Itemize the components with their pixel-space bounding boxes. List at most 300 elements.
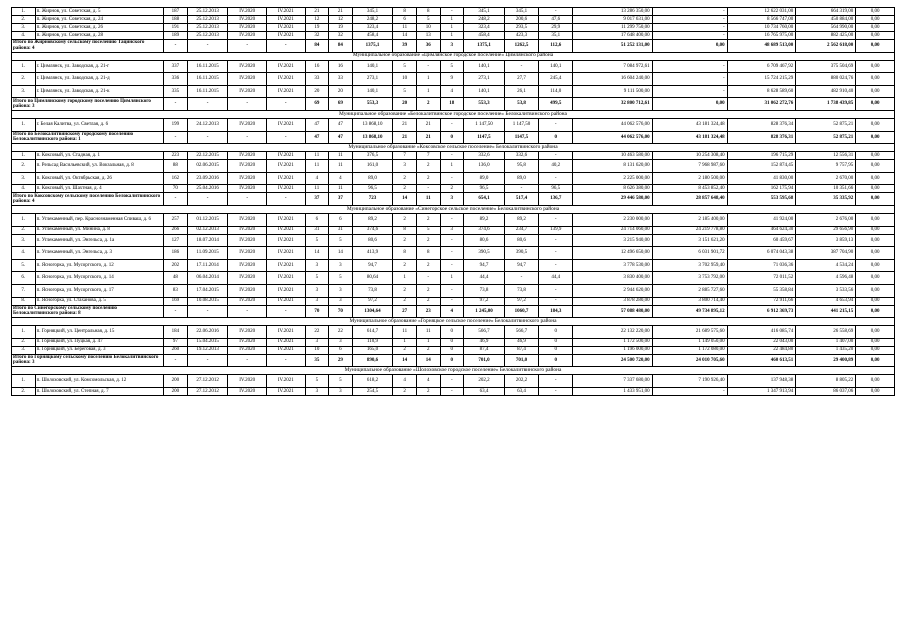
table-cell: IV.2021: [266, 16, 305, 24]
table-cell: 48 689 513,00: [727, 40, 796, 53]
table-cell: 0,00: [652, 40, 727, 53]
table-cell: 723: [352, 193, 393, 206]
table-cell: 3.: [12, 234, 36, 247]
table-cell: 17.11.2014: [187, 259, 228, 272]
table-cell: 890,6: [352, 354, 393, 367]
table-cell: IV.2021: [266, 160, 305, 173]
section-title: Муниципальное образование «Синегорское сельское поселение» Белокалитвинского района: [12, 205, 895, 213]
table-cell: 55 358,84: [727, 284, 796, 297]
table-cell: 882 425,00: [796, 32, 856, 40]
table-cell: 110,9: [352, 338, 393, 346]
table-cell: 223: [164, 152, 188, 160]
table-cell: 260: [164, 346, 188, 354]
table-cell: 0,00: [652, 98, 727, 111]
table-cell: IV.2020: [228, 247, 267, 260]
table-cell: 2.: [12, 16, 36, 24]
table-cell: 95,8: [504, 160, 538, 173]
table-cell: 387 704,90: [796, 247, 856, 260]
table-cell: 8: [393, 247, 417, 260]
table-cell: 8: [416, 8, 440, 16]
table-body: [12, 8, 895, 396]
subtotal-label: Итого по Синегорскому сельскому поселению Белокалитвинского района: 8: [12, 305, 164, 318]
table-cell: 84: [329, 40, 353, 53]
table-cell: 25.12.2013: [187, 32, 228, 40]
table-cell: -: [440, 8, 464, 16]
table-cell: 416 085,74: [727, 326, 796, 339]
table-cell: 31: [305, 226, 329, 234]
table-row: [12, 118, 895, 131]
table-cell: 614,7: [352, 326, 393, 339]
table-cell: 0,00: [856, 60, 895, 73]
table-cell: 87,4: [464, 346, 505, 354]
table-cell: 1: [440, 32, 464, 40]
table-cell: 4 596,48: [796, 272, 856, 285]
address-cell: п. Рельсад Васильевский, ул. Вокзальная, д. 8: [35, 160, 164, 173]
table-cell: -: [539, 284, 573, 297]
table-cell: 12 496 650,00: [573, 247, 652, 260]
table-cell: 10 351,66: [796, 185, 856, 193]
table-cell: 1: [416, 85, 440, 98]
table-cell: 3 151 621,20: [652, 234, 727, 247]
table-cell: 0,00: [856, 213, 895, 226]
table-cell: 345,1: [464, 8, 505, 16]
table-cell: 337: [164, 60, 188, 73]
table-cell: 169: [164, 297, 188, 305]
table-cell: 16.11.2015: [187, 73, 228, 86]
table-cell: 41 830,00: [727, 172, 796, 185]
table-cell: IV.2020: [228, 297, 267, 305]
table-cell: 51 252 131,00: [573, 40, 652, 53]
table-cell: 2.: [12, 226, 36, 234]
table-cell: 1: [440, 160, 464, 173]
table-cell: IV.2021: [266, 60, 305, 73]
table-cell: 4: [416, 375, 440, 388]
table-cell: 21: [393, 131, 417, 144]
table-cell: -: [266, 131, 305, 144]
table-cell: 22: [329, 326, 353, 339]
table-cell: 12: [329, 16, 353, 24]
table-cell: 7: [416, 152, 440, 160]
table-cell: 458,4: [464, 32, 505, 40]
table-cell: 20: [393, 98, 417, 111]
table-cell: 47: [329, 131, 353, 144]
table-cell: 553 595,68: [727, 193, 796, 206]
table-cell: 2: [416, 284, 440, 297]
table-cell: 29 446 580,00: [573, 193, 652, 206]
table-cell: 80,64: [352, 272, 393, 285]
table-cell: 1.: [12, 326, 36, 339]
table-cell: 2.: [12, 338, 36, 346]
table-cell: 89,2: [464, 213, 505, 226]
table-cell: 19: [329, 24, 353, 32]
table-cell: 8.: [12, 297, 36, 305]
table-cell: 22 043,00: [727, 338, 796, 346]
table-cell: 9 757,95: [796, 160, 856, 173]
table-cell: IV.2020: [228, 60, 267, 73]
table-cell: 1: [416, 73, 440, 86]
table-cell: 16.11.2015: [187, 60, 228, 73]
table-cell: 96,5: [539, 185, 573, 193]
table-cell: 6: [393, 16, 417, 24]
table-cell: IV.2020: [228, 387, 267, 395]
table-cell: 72 911,66: [727, 297, 796, 305]
table-cell: 3 800 714,40: [652, 297, 727, 305]
table-cell: IV.2020: [228, 152, 267, 160]
table-cell: 3: [440, 193, 464, 206]
table-cell: 0,00: [856, 16, 895, 24]
table-cell: 4: [329, 172, 353, 185]
table-cell: 96,5: [352, 185, 393, 193]
table-cell: 97,2: [504, 297, 538, 305]
table-cell: 97: [164, 338, 188, 346]
table-cell: 14: [329, 247, 353, 260]
table-cell: 2.: [12, 387, 36, 395]
table-cell: IV.2020: [228, 338, 267, 346]
table-cell: IV.2021: [266, 32, 305, 40]
table-cell: 0,00: [856, 326, 895, 339]
table-cell: 8 628 589,60: [727, 85, 796, 98]
table-cell: 21: [329, 8, 353, 16]
table-cell: 9 111 500,00: [573, 85, 652, 98]
table-cell: 32 800 712,61: [573, 98, 652, 111]
table-cell: 7 337 680,00: [573, 375, 652, 388]
table-cell: 374,6: [464, 226, 505, 234]
table-cell: 618,2: [352, 375, 393, 388]
table-cell: 199: [164, 118, 188, 131]
table-cell: 23.09.2016: [187, 172, 228, 185]
table-cell: 89,0: [464, 172, 505, 185]
table-cell: 0: [440, 346, 464, 354]
table-cell: 2 944 620,00: [573, 284, 652, 297]
table-cell: 21: [416, 131, 440, 144]
table-cell: IV.2020: [228, 73, 267, 86]
address-cell: п. Ясногорка, ул. Мусоргского, д. 12: [35, 259, 164, 272]
table-cell: 24 500 720,00: [573, 354, 652, 367]
table-cell: 31 062 272,76: [727, 98, 796, 111]
table-cell: -: [228, 305, 267, 318]
table-cell: 41 924,00: [727, 213, 796, 226]
table-cell: 70: [305, 305, 329, 318]
section-title: Муниципальное образование «Горняцкое сельское поселение» Белокалитвинского района: [12, 318, 895, 326]
table-cell: 0,00: [856, 297, 895, 305]
table-cell: 3.: [12, 85, 36, 98]
table-cell: -: [539, 118, 573, 131]
table-cell: 24 714 060,00: [573, 226, 652, 234]
table-cell: 1.: [12, 8, 36, 16]
table-cell: 6.: [12, 272, 36, 285]
table-cell: 2.: [12, 73, 36, 86]
address-cell: п. Жирнов, ул. Советская, д. 26: [35, 24, 164, 32]
table-cell: 2 562 618,00: [796, 40, 856, 53]
table-cell: 8 453 852,40: [652, 185, 727, 193]
table-cell: 10: [393, 73, 417, 86]
table-cell: 87,4: [504, 346, 538, 354]
table-cell: 33: [305, 73, 329, 86]
table-cell: 0,00: [856, 305, 895, 318]
table-cell: 254,5: [352, 387, 393, 395]
table-cell: 1: [393, 272, 417, 285]
table-cell: 464 624,30: [727, 226, 796, 234]
table-cell: 4 653,94: [796, 297, 856, 305]
table-cell: 152 874,45: [727, 160, 796, 173]
subtotal-label: Итого по Коксовскому сельскому поселению Белокалитвинского района: 4: [12, 193, 164, 206]
table-cell: 140,1: [352, 85, 393, 98]
table-cell: 11: [305, 160, 329, 173]
table-cell: 4.: [12, 32, 36, 40]
table-cell: 460 613,51: [727, 354, 796, 367]
table-cell: 3: [305, 284, 329, 297]
table-cell: 11: [305, 152, 329, 160]
table-cell: -: [440, 152, 464, 160]
table-cell: 162: [164, 172, 188, 185]
table-row: [12, 284, 895, 297]
table-cell: 80,6: [504, 234, 538, 247]
table-cell: 25.04.2016: [187, 185, 228, 193]
table-cell: 458,4: [352, 32, 393, 40]
table-cell: 21: [305, 8, 329, 16]
table-cell: IV.2020: [228, 8, 267, 16]
table-cell: 184: [164, 326, 188, 339]
table-cell: 566,7: [464, 326, 505, 339]
address-cell: п. Ясногорка, ул. Стаханова, д. 5: [35, 297, 164, 305]
table-cell: 06.04.2014: [187, 272, 228, 285]
table-cell: 1375,1: [352, 40, 393, 53]
table-row: [12, 73, 895, 86]
table-cell: -: [266, 305, 305, 318]
table-cell: 1.: [12, 375, 36, 388]
table-cell: 3 830 400,00: [573, 272, 652, 285]
table-cell: 0,00: [856, 375, 895, 388]
table-cell: 390,5: [464, 247, 505, 260]
table-cell: -: [539, 387, 573, 395]
table-cell: IV.2020: [228, 172, 267, 185]
table-cell: 0,00: [856, 193, 895, 206]
table-cell: 0: [440, 354, 464, 367]
table-cell: IV.2020: [228, 226, 267, 234]
table-cell: 26 558,69: [796, 326, 856, 339]
table-cell: 44 062 576,00: [573, 118, 652, 131]
table-cell: IV.2021: [266, 8, 305, 16]
table-cell: 5: [393, 60, 417, 73]
section-header-row: [12, 52, 895, 60]
table-cell: IV.2021: [266, 118, 305, 131]
table-cell: 188: [164, 16, 188, 24]
table-cell: 27: [393, 305, 417, 318]
table-cell: IV.2020: [228, 118, 267, 131]
table-cell: -: [416, 272, 440, 285]
address-cell: п. Коксовый, ул. Шахтная, д. 4: [35, 185, 164, 193]
table-cell: 1304,64: [352, 305, 393, 318]
table-cell: 2: [416, 234, 440, 247]
table-cell: -: [539, 247, 573, 260]
address-cell: п. Ясногорка, ул. Мусоргского, д. 14: [35, 272, 164, 285]
subtotal-label: Итого по Цимлянскому городскому поселению Цимлянского района: 3: [12, 98, 164, 111]
subtotal-row: [12, 305, 895, 318]
table-cell: 14: [393, 32, 417, 40]
table-cell: 0,00: [856, 152, 895, 160]
table-cell: 4: [440, 305, 464, 318]
table-cell: 0,00: [856, 346, 895, 354]
table-cell: 566,7: [504, 326, 538, 339]
table-cell: 165,0: [352, 346, 393, 354]
table-cell: 17.04.2015: [187, 284, 228, 297]
address-cell: п. Шолоховский, ул. Комсомольская, д. 12: [35, 375, 164, 388]
table-cell: -: [266, 40, 305, 53]
table-cell: IV.2021: [266, 226, 305, 234]
table-cell: 0: [539, 131, 573, 144]
table-cell: 6 031 901,72: [652, 247, 727, 260]
table-cell: 5: [305, 272, 329, 285]
table-cell: 47: [305, 118, 329, 131]
table-cell: 3 702 959,40: [652, 259, 727, 272]
table-cell: 20: [305, 85, 329, 98]
table-cell: 10 254 308,40: [652, 152, 727, 160]
table-cell: 140,1: [539, 60, 573, 73]
table-cell: 14: [393, 193, 417, 206]
table-cell: 2 670,00: [796, 172, 856, 185]
table-cell: 441 215,15: [796, 305, 856, 318]
table-cell: 1.: [12, 118, 36, 131]
table-cell: 27.12.2012: [187, 387, 228, 395]
table-cell: 3: [305, 259, 329, 272]
table-cell: 6 912 369,73: [727, 305, 796, 318]
table-cell: 73,8: [352, 284, 393, 297]
table-cell: 2: [393, 387, 417, 395]
table-cell: 2 185 400,00: [652, 213, 727, 226]
table-cell: 11: [393, 326, 417, 339]
table-cell: IV.2021: [266, 73, 305, 86]
table-cell: 332,6: [464, 152, 505, 160]
section-header-row: [12, 367, 895, 375]
table-cell: 1: [440, 24, 464, 32]
table-cell: 31: [329, 226, 353, 234]
table-cell: 7 084 972,61: [573, 60, 652, 73]
table-row: [12, 152, 895, 160]
table-cell: 39: [393, 40, 417, 53]
table-cell: -: [539, 375, 573, 388]
table-cell: IV.2020: [228, 375, 267, 388]
table-cell: 52 875,21: [796, 118, 856, 131]
table-cell: 0,00: [856, 118, 895, 131]
table-cell: 3: [440, 40, 464, 53]
table-cell: 191: [164, 24, 188, 32]
table-cell: -: [504, 185, 538, 193]
table-cell: 1 147,50: [464, 118, 505, 131]
table-cell: 0: [440, 326, 464, 339]
table-cell: 97,2: [464, 297, 505, 305]
table-cell: -: [539, 213, 573, 226]
table-cell: 24.12.2013: [187, 118, 228, 131]
table-cell: -: [652, 16, 727, 24]
table-cell: 186: [164, 247, 188, 260]
table-cell: 0,00: [856, 259, 895, 272]
table-cell: 3 878 280,00: [573, 297, 652, 305]
table-cell: 0,00: [856, 131, 895, 144]
table-cell: 3 859,13: [796, 234, 856, 247]
table-cell: 69: [329, 98, 353, 111]
subtotal-label: Итого по Горняцкому сельскому поселению Белокалитвинского района: 3: [12, 354, 164, 367]
table-cell: 46,9: [464, 338, 505, 346]
table-cell: 97,2: [352, 297, 393, 305]
table-cell: 161,0: [352, 160, 393, 173]
table-cell: 53,8: [504, 98, 538, 111]
table-cell: 94,7: [504, 259, 538, 272]
table-cell: 248,2: [464, 16, 505, 24]
table-cell: 1.: [12, 213, 36, 226]
table-cell: 0,00: [856, 73, 895, 86]
table-cell: -: [164, 305, 188, 318]
table-cell: 29: [329, 354, 353, 367]
table-cell: -: [440, 375, 464, 388]
table-cell: 828 376,34: [727, 118, 796, 131]
table-cell: 1.: [12, 152, 36, 160]
table-cell: IV.2020: [228, 326, 267, 339]
table-cell: 137 948,38: [727, 375, 796, 388]
table-cell: 14: [416, 354, 440, 367]
table-cell: IV.2021: [266, 24, 305, 32]
table-cell: 139,9: [539, 226, 573, 234]
table-cell: 84: [305, 40, 329, 53]
table-cell: 21: [393, 118, 417, 131]
table-cell: 17 648 400,00: [573, 32, 652, 40]
table-cell: 701,0: [504, 354, 538, 367]
table-cell: 2: [393, 172, 417, 185]
table-cell: 3: [329, 259, 353, 272]
section-header-row: [12, 110, 895, 118]
table-cell: 71 036,36: [727, 259, 796, 272]
table-cell: 114,0: [539, 85, 573, 98]
table-row: [12, 326, 895, 339]
table-cell: -: [440, 247, 464, 260]
table-cell: 2: [393, 185, 417, 193]
table-cell: 390,5: [504, 247, 538, 260]
table-cell: 02.12.2013: [187, 226, 228, 234]
subtotal-row: [12, 40, 895, 53]
table-cell: 0,00: [856, 32, 895, 40]
table-cell: 1147,5: [504, 131, 538, 144]
table-cell: 4: [305, 172, 329, 185]
table-cell: 187: [164, 8, 188, 16]
table-cell: IV.2021: [266, 338, 305, 346]
table-cell: 3: [329, 297, 353, 305]
table-cell: 28 857 648,40: [652, 193, 727, 206]
table-cell: IV.2020: [228, 259, 267, 272]
table-cell: IV.2021: [266, 247, 305, 260]
table-cell: 6 709 467,92: [727, 60, 796, 73]
table-row: [12, 8, 895, 16]
table-row: [12, 226, 895, 234]
table-cell: 69: [305, 98, 329, 111]
table-cell: 1: [440, 272, 464, 285]
table-cell: IV.2021: [266, 297, 305, 305]
table-cell: 6: [305, 213, 329, 226]
table-cell: 112,6: [539, 40, 573, 53]
table-cell: 880 024,76: [796, 73, 856, 86]
table-cell: 3: [329, 387, 353, 395]
table-cell: -: [652, 8, 727, 16]
table-cell: 376,5: [352, 152, 393, 160]
table-cell: -: [652, 24, 727, 32]
table-row: [12, 185, 895, 193]
table-cell: 5: [416, 226, 440, 234]
table-cell: -: [266, 354, 305, 367]
address-cell: п. Углекаменный, ул. Энгельса, д. 3: [35, 247, 164, 260]
table-cell: -: [228, 40, 267, 53]
table-cell: 200,6: [504, 16, 538, 24]
table-cell: 423,3: [504, 32, 538, 40]
table-cell: 13: [416, 32, 440, 40]
table-cell: 94,7: [352, 259, 393, 272]
